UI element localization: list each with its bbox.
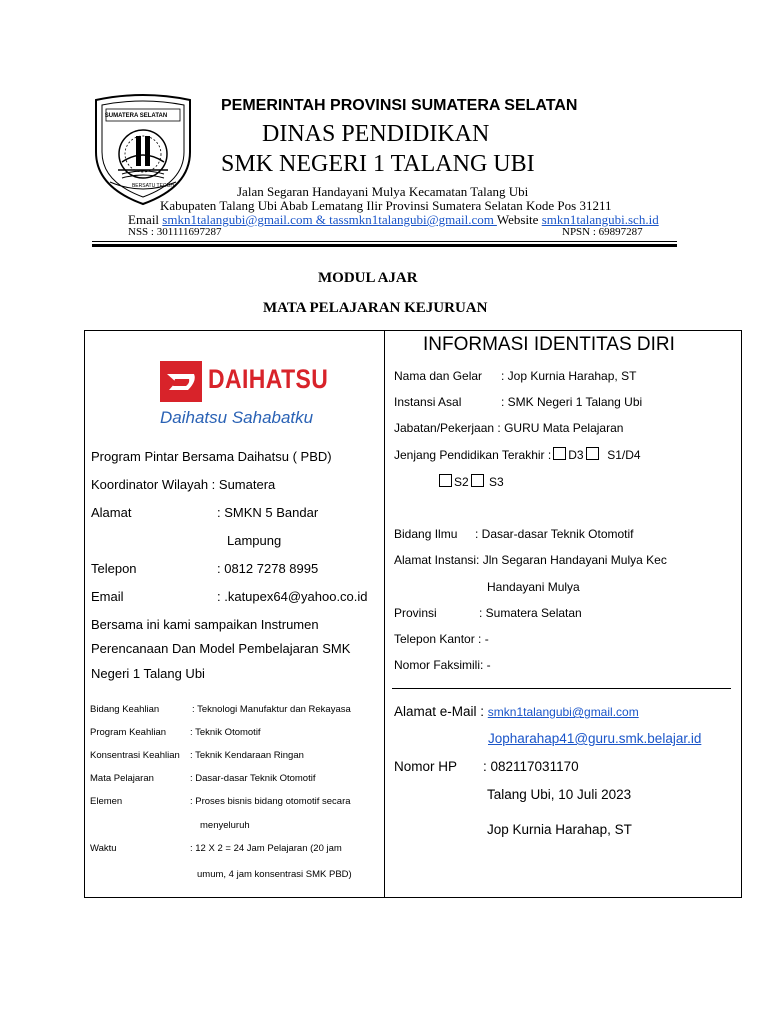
alamat-value: : SMKN 5 Bandar: [217, 505, 319, 520]
header-address-1: Jalan Segaran Handayani Mulya Kecamatan Talang Ubi: [237, 184, 529, 199]
option-s1d4-label: S1/D4: [607, 448, 641, 462]
email-row: [394, 704, 639, 719]
nomor-faksimili: Nomor Faksimili: -: [394, 658, 491, 672]
header-agency: DINAS PENDIDIKAN: [262, 121, 490, 147]
telepon-kantor: Telepon Kantor : -: [394, 632, 489, 646]
waktu-value: : 12 X 2 = 24 Jam Pelajaran (20 jam: [190, 843, 342, 854]
nama-label: Nama dan Gelar: [394, 369, 483, 383]
option-s3-label: S3: [489, 475, 504, 489]
telepon-value: : 0812 7278 8995: [217, 561, 319, 576]
konsentrasi-value: : Teknik Kendaraan Ringan: [190, 750, 304, 761]
nama-value: : Jop Kurnia Harahap, ST: [501, 369, 637, 383]
program-keahlian-value: : Teknik Otomotif: [190, 727, 261, 738]
checkbox-d3[interactable]: [553, 447, 566, 460]
alamat-instansi: Alamat Instansi: Jln Segaran Handayani Mulya Kec: [394, 553, 667, 567]
telepon-label: Telepon: [91, 561, 137, 576]
bidang-keahlian-label: Bidang Keahlian: [90, 704, 160, 715]
school-website-link[interactable]: smkn1talangubi.sch.id: [541, 212, 659, 227]
title-mata-pelajaran: MATA PELAJARAN KEJURUAN: [263, 300, 488, 316]
title-modul-ajar: MODUL AJAR: [318, 270, 418, 286]
bidang-ilmu-value: : Dasar-dasar Teknik Otomotif: [475, 527, 634, 541]
header-rule-thick: [92, 244, 677, 247]
koordinator-text: Koordinator Wilayah : Sumatera: [91, 477, 276, 492]
intro-line-2: Perencanaan Dan Model Pembelajaran SMK: [91, 641, 351, 656]
email-link-2[interactable]: Jopharahap41@guru.smk.belajar.id: [488, 731, 702, 746]
signature-separator: [392, 688, 731, 689]
checkbox-s2[interactable]: [439, 474, 452, 487]
jabatan-text: Jabatan/Pekerjaan : GURU Mata Pelajaran: [394, 421, 624, 435]
province-seal-logo: [88, 92, 198, 207]
intro-line-3: Negeri 1 Talang Ubi: [91, 666, 205, 681]
intro-line-1: Bersama ini kami sampaikan Instrumen: [91, 617, 319, 632]
bidang-ilmu-label: Bidang Ilmu: [394, 527, 458, 541]
header-rule-thin: [92, 241, 677, 242]
waktu-label: Waktu: [90, 843, 117, 854]
waktu-value-cont: umum, 4 jam konsentrasi SMK PBD): [197, 869, 352, 880]
website-label: Website: [496, 212, 542, 227]
alamat-value-cont: Lampung: [227, 533, 282, 548]
jenjang-label: Jenjang Pendidikan Terakhir :: [394, 448, 552, 462]
identity-heading: INFORMASI IDENTITAS DIRI: [423, 334, 675, 355]
email-link-1[interactable]: smkn1talangubi@gmail.com: [487, 705, 639, 719]
elemen-value: : Proses bisnis bidang otomotif secara: [190, 796, 351, 807]
checkbox-s1d4[interactable]: [586, 447, 599, 460]
jenjang-row-2: [437, 474, 504, 489]
option-s2-label: S2: [454, 475, 469, 489]
header-school: SMK NEGERI 1 TALANG UBI: [221, 151, 535, 177]
alamat-instansi-cont: Handayani Mulya: [487, 580, 580, 594]
checkbox-s3[interactable]: [471, 474, 484, 487]
email-value-left: : .katupex64@yahoo.co.id: [217, 589, 368, 604]
place-date: Talang Ubi, 10 Juli 2023: [487, 787, 632, 802]
konsentrasi-label: Konsentrasi Keahlian: [90, 750, 180, 761]
alamat-email-label: Alamat e-Mail :: [394, 704, 488, 719]
jenjang-row: [394, 447, 641, 462]
instansi-value: : SMK Negeri 1 Talang Ubi: [501, 395, 643, 409]
npsn-number: NPSN : 69897287: [562, 226, 643, 238]
seal-text-top: SUMATERA SELATAN: [104, 113, 168, 119]
mata-pelajaran-value: : Dasar-dasar Teknik Otomotif: [190, 773, 316, 784]
elemen-label: Elemen: [90, 796, 123, 807]
elemen-value-cont: menyeluruh: [200, 820, 250, 831]
header-government: PEMERINTAH PROVINSI SUMATERA SELATAN: [221, 97, 578, 114]
daihatsu-tagline: Daihatsu Sahabatku: [160, 408, 314, 427]
nomor-hp-value: : 082117031170: [483, 759, 579, 774]
nss-number: NSS : 301111697287: [128, 226, 222, 238]
option-d3-label: D3: [568, 448, 584, 462]
nomor-hp-label: Nomor HP: [394, 759, 458, 774]
daihatsu-brand-text: DAIHATSU: [208, 364, 329, 394]
program-text: Program Pintar Bersama Daihatsu ( PBD): [91, 449, 332, 464]
email-label: Email: [128, 212, 163, 227]
email-label-left: Email: [91, 589, 124, 604]
instansi-label: Instansi Asal: [394, 395, 462, 409]
signer-name: Jop Kurnia Harahap, ST: [487, 822, 632, 837]
provinsi-value: : Sumatera Selatan: [479, 606, 582, 620]
bidang-keahlian-value: : Teknologi Manufaktur dan Rekayasa: [192, 704, 351, 715]
provinsi-label: Provinsi: [394, 606, 437, 620]
program-keahlian-label: Program Keahlian: [90, 727, 167, 738]
column-divider: [384, 330, 385, 898]
school-email-link[interactable]: smkn1talangubi@gmail.com & tassmkn1talangubi@gmail.com: [162, 212, 497, 227]
seal-text-bottom: BERSATU TEGUH: [131, 183, 175, 189]
daihatsu-emblem-icon: [160, 361, 202, 402]
alamat-label: Alamat: [91, 505, 132, 520]
mata-pelajaran-label: Mata Pelajaran: [90, 773, 154, 784]
header-address-2: Kabupaten Talang Ubi Abab Lematang Ilir Provinsi Sumatera Selatan Kode Pos 31211: [160, 198, 612, 213]
